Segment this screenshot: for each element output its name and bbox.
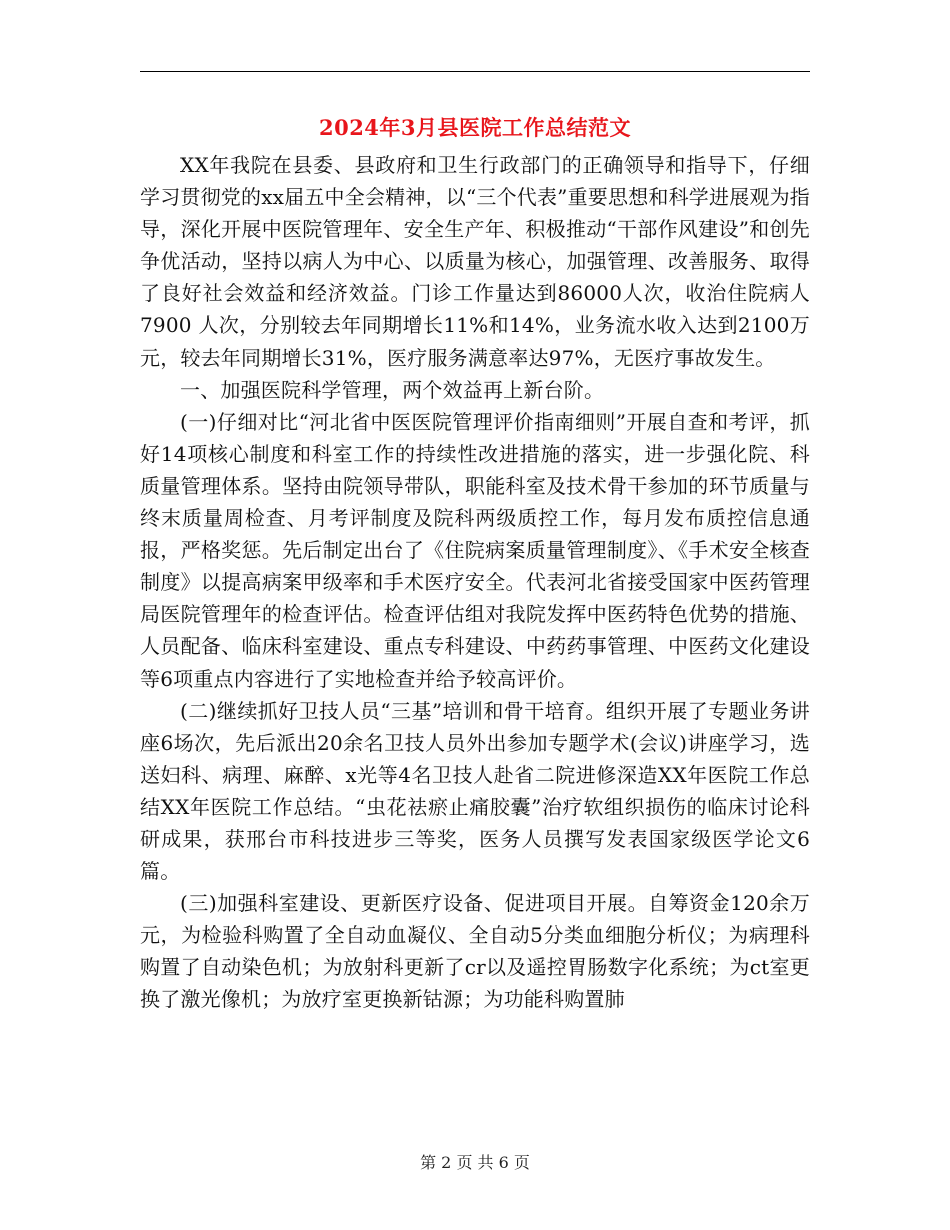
document-body <box>140 149 810 1016</box>
paragraph-item-1: (一)仔细对比“河北省中医医院管理评价指南细则”开展自查和考评，抓好14项核心制度和科室工作的持续性改进措施的落实，进一步强化院、科质量管理体系。坚持由院领导带队，职能科室及技术骨干参加的环节质量与终末质量周检查、月考评制度及院科两级质控工作，每月发布质控信息通报，严格奖惩。先后制定出台了《住院病案质量管理制度》、《手术安全核查制度》以提高病案甲级率和手术医疗安全。代表河北省接受国家中医药管理局医院管理年的检查评估。检查评估组对我院发挥中医药特色优势的措施、人员配备、临床科室建设、重点专科建设、中药药事管理、中医药文化建设等6项重点内容进行了实地检查并给予较高评价。 <box>140 409 810 691</box>
document-title: 2024年3月县医院工作总结范文 <box>318 115 632 140</box>
paragraph-item-2: (二)继续抓好卫技人员“三基”培训和骨干培育。组织开展了专题业务讲座6场次，先后派出20余名卫技人员外出参加专题学术(会议)讲座学习，选送妇科、病理、麻醉、x光等4名卫技人赴省二院进修深造XX年医院工作总结XX年医院工作总结。“虫花祛瘀止痛胶囊”治疗软组织损伤的临床讨论科研成果，获邢台市科技进步三等奖，医务人员撰写发表国家级医学论文6篇。 <box>140 698 810 884</box>
paragraph-item-3: (三)加强科室建设、更新医疗设备、促进项目开展。自筹资金120余万元，为检验科购置了全自动血凝仪、全自动5分类血细胞分析仪；为病理科购置了自动染色机；为放射科更新了cr以及遥控胃肠数字化系统；为ct室更换了激光像机；为放疗室更换新钴源；为功能科购置肺 <box>140 891 810 1012</box>
page-footer: 第 2 页 共 6 页 <box>420 1153 530 1172</box>
section-heading-1: 一、加强医院科学管理，两个效益再上新台阶。 <box>180 377 605 402</box>
header-rule <box>140 71 810 72</box>
paragraph-intro: XX年我院在县委、县政府和卫生行政部门的正确领导和指导下，仔细学习贯彻党的xx届五中全会精神，以“三个代表”重要思想和科学进展观为指导，深化开展中医院管理年、安全生产年、积极推动“干部作风建设”和创先争优活动，坚持以病人为中心、以质量为核心，加强管理、改善服务、取得了良好社会效益和经济效益。门诊工作量达到86000人次，收治住院病人7900 人次，分别较去年同期增长11%和14%，业务流水收入达到2100万元，较去年同期增长31%，医疗服务满意率达97%，无医疗事故发生。 <box>140 153 811 370</box>
